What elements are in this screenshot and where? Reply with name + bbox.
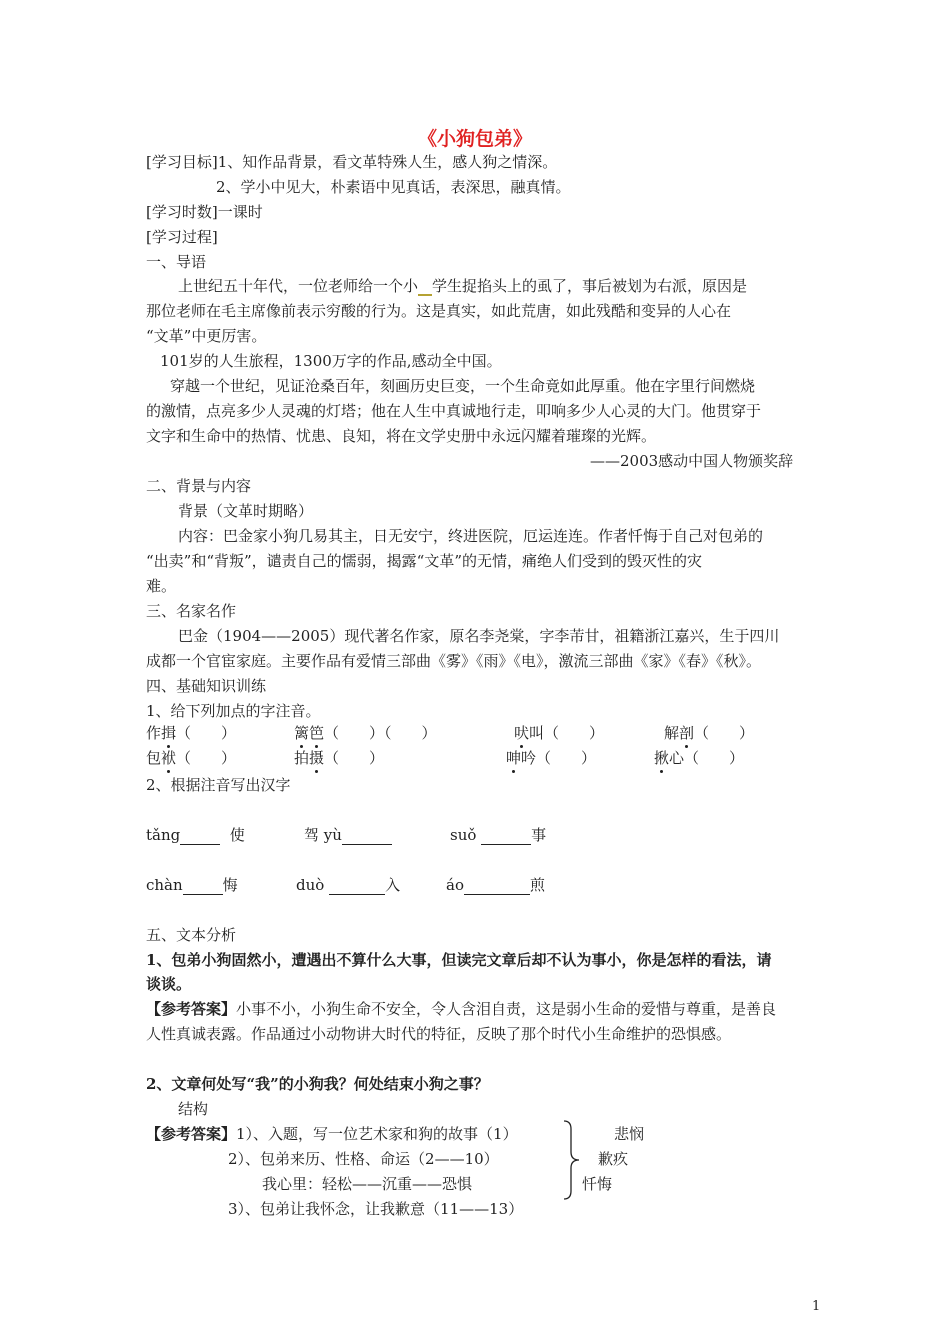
learning-time: [学习时数]一课时 [146, 203, 263, 221]
pinyin-item [146, 723, 236, 743]
emotion-label: 悲悯 [614, 1125, 645, 1143]
dotted-char: 呻 [506, 749, 522, 767]
answer-1-line [146, 999, 776, 1019]
pinyin: chàn [146, 876, 183, 894]
char: 使 [229, 826, 245, 844]
emotion-label: 忏悔 [582, 1175, 613, 1193]
char: 事 [531, 826, 547, 844]
award-speech-line: 穿越一个世纪，见证沧桑百年，刻画历史巨变，一个生命竟如此厚重。他在字里行间燃烧 [170, 377, 756, 395]
write-char-item [296, 875, 400, 895]
intro-text-part-a: 上世纪五十年代，一位老师给一个小 [178, 277, 419, 295]
section-heading-background: 二、背景与内容 [146, 477, 252, 495]
curly-brace [562, 1120, 582, 1200]
structure-label: 结构 [178, 1100, 209, 1118]
content-line: 难。 [146, 577, 177, 595]
learning-goal-1: [学习目标]1、知作品背景，看文革特殊人生，感人狗之情深。 [146, 153, 558, 171]
write-char-item [146, 875, 238, 895]
answer-blank: （ ） [176, 724, 237, 742]
structure-line: 2）、包弟来历、性格、命运（2——10） [228, 1150, 499, 1168]
pinyin-item [654, 748, 744, 768]
analysis-question-1: 1、包弟小狗固然小，遭遇出不算什么大事，但读完文章后却不认为事小，你是怎样的看法，请 [146, 951, 772, 969]
learning-process: [学习过程] [146, 228, 218, 246]
intro-text-part-b: 学生捉掐头上的虱了，事后被划为右派，原因是 [432, 277, 748, 295]
pinyin-item [294, 748, 384, 768]
pinyin: suǒ [450, 826, 477, 844]
write-char-item [146, 825, 245, 845]
fill-blank[interactable] [481, 828, 531, 845]
char: 解 [664, 724, 680, 742]
char: 入 [385, 876, 401, 894]
dotted-char: 揪 [654, 749, 670, 767]
char: 煎 [529, 876, 545, 894]
answer-label: 【参考答案】 [146, 1125, 237, 1143]
intro-paragraph-line: “文革”中更厉害。 [146, 327, 267, 345]
dotted-char: 吠 [514, 724, 530, 742]
author-line: 成都一个官宦家庭。主要作品有爱情三部曲《雾》《雨》《电》，激流三部曲《家》《春》《秋》。 [146, 652, 762, 670]
pinyin-item [664, 723, 754, 743]
intro-paragraph-line: 那位老师在毛主席像前表示穷酸的行为。这是真实，如此荒唐，如此残酷和变异的人心在 [146, 302, 732, 320]
answer-blank: 叫（ ） [529, 724, 605, 742]
char: 拍 [294, 749, 310, 767]
content-line: “出卖”和“背叛”，谴责自己的懦弱，揭露“文革”的无情，痛绝人们受到的毁灭性的灾 [146, 552, 703, 570]
fill-blank[interactable] [180, 828, 220, 845]
section-heading-basics: 四、基础知识训练 [146, 677, 267, 695]
pinyin: áo [446, 876, 464, 894]
intro-paragraph-line [178, 276, 747, 296]
section-heading-author: 三、名家名作 [146, 602, 237, 620]
author-line: 巴金（1904——2005）现代著名作家，原名李尧棠，字李芾甘，祖籍浙江嘉兴，生于四川 [178, 627, 780, 645]
dotted-char: 袱 [161, 749, 177, 767]
answer-text: 小事不小，小狗生命不安全，令人含泪自责，这是弱小生命的爱惜与尊重，是善良 [236, 1000, 777, 1018]
answer-blank: （ ） [694, 724, 755, 742]
analysis-question-2: 2、文章何处写“我”的小狗我？何处结束小狗之事？ [146, 1075, 489, 1093]
background-line: 背景（文革时期略） [178, 502, 314, 520]
dotted-char: 篱 [294, 724, 310, 742]
exercise-1-prompt: 1、给下列加点的字注音。 [146, 702, 321, 720]
dotted-char: 揖 [161, 724, 177, 742]
emotion-label: 歉疚 [598, 1150, 629, 1168]
document-title: 《小狗包弟》 [417, 128, 532, 150]
fill-blank[interactable] [329, 878, 385, 895]
pinyin-item [294, 723, 437, 743]
pinyin-item [506, 748, 596, 768]
fill-blank[interactable] [342, 828, 392, 845]
write-char-item [304, 825, 392, 845]
answer-blank: 心（ ） [669, 749, 745, 767]
answer-1-line: 人性真诚表露。作品通过小动物讲大时代的特征，反映了那个时代小生命维护的恐惧感。 [146, 1025, 732, 1043]
section-heading-analysis: 五、文本分析 [146, 926, 237, 944]
analysis-question-1-cont: 谈谈。 [146, 975, 192, 993]
pinyin-item [146, 748, 236, 768]
pinyin: tǎng [146, 826, 181, 844]
write-char-item [450, 825, 546, 845]
learning-goal-2: 2、学小中见大，朴素语中见真话，表深思，融真情。 [216, 178, 571, 196]
char: 悔 [222, 876, 238, 894]
pinyin: duò [296, 876, 325, 894]
answer-blank: 吟（ ） [521, 749, 597, 767]
fill-blank[interactable] [183, 878, 223, 895]
pinyin: 驾 yù [304, 826, 342, 844]
structure-line [146, 1124, 518, 1144]
structure-line: 我心里：轻松——沉重——恐惧 [262, 1175, 473, 1193]
structure-line: 3）、包弟让我怀念，让我歉意（11——13） [228, 1200, 524, 1218]
answer-label: 【参考答案】 [146, 1000, 237, 1018]
dotted-char: 摄 [309, 749, 325, 767]
write-char-item [446, 875, 545, 895]
award-speech-line: 的激情，点亮多少人灵魂的灯塔；他在人生中真诚地行走，叩响多少人心灵的大门。他贯穿于 [146, 402, 762, 420]
section-heading-intro: 一、导语 [146, 253, 207, 271]
award-speech-line: 文字和生命中的热情、忧患、良知，将在文学史册中永远闪耀着璀璨的光辉。 [146, 427, 657, 445]
char: 包 [146, 749, 162, 767]
content-line: 内容：巴金家小狗几易其主，日无安宁，终进医院，厄运连连。作者忏悔于自己对包弟的 [178, 527, 764, 545]
fill-blank[interactable] [464, 878, 530, 895]
exercise-2-prompt: 2、根据注音写出汉字 [146, 776, 291, 794]
answer-blank: （ ） [324, 749, 385, 767]
char: 作 [146, 724, 162, 742]
dotted-char: 剖 [679, 724, 695, 742]
award-speech-source: ——2003感动中国人物颁奖辞 [590, 452, 794, 470]
answer-blank: （ ）（ ） [324, 724, 437, 742]
intro-paragraph-line: 101岁的人生旅程，1300万字的作品,感动全中国。 [160, 352, 502, 370]
pinyin-item [514, 723, 604, 743]
page-number: 1 [812, 1299, 821, 1314]
answer-blank: （ ） [176, 749, 237, 767]
structure-text: 1）、入题，写一位艺术家和狗的故事（1） [236, 1125, 518, 1143]
dotted-char: 笆 [309, 724, 325, 742]
highlight-mark [418, 281, 432, 296]
